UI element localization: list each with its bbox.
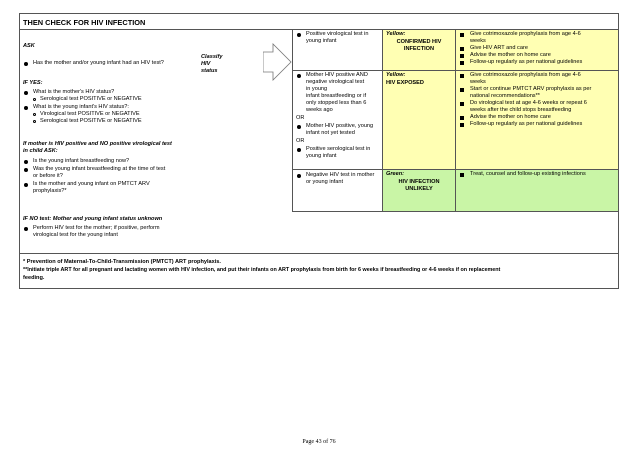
classify-label-status: status — [201, 68, 218, 74]
classify-label: Classify — [201, 54, 223, 60]
circle-bullet-icon — [33, 120, 36, 123]
row1-treatment: Follow-up regularly as per national guidelines — [470, 59, 583, 65]
if-positive-label-cont: in child ASK: — [23, 148, 58, 154]
if-positive-q3: Is the mother and young infant on PMTCT ARV — [33, 181, 150, 187]
row1-treatment: Give HIV ART and care — [470, 45, 528, 51]
row3-sign: Negative HIV test in mother — [306, 172, 375, 178]
footnote-art-cont: feeding. — [23, 275, 45, 281]
if-yes-q2: What is the young infant's HIV status?: — [33, 104, 129, 110]
section-title: THEN CHECK FOR HIV INFECTION — [23, 18, 146, 27]
row2-sign-cont: negative virological test — [306, 79, 365, 85]
row2-treatment-cont: national recommendations** — [470, 93, 540, 99]
bullet-icon — [297, 174, 301, 178]
bullet-icon — [24, 160, 28, 164]
bullet-icon — [24, 168, 28, 172]
row2-sign-b: Mother HIV positive, young — [306, 123, 374, 129]
row2-or: OR — [296, 138, 305, 144]
row2-sign-c: Positive serological test in — [306, 146, 371, 152]
row2-classification: HIV EXPOSED — [386, 80, 424, 86]
bullet-icon — [297, 74, 301, 78]
bullet-icon — [297, 33, 301, 37]
bullet-icon — [24, 183, 28, 187]
row2-sign-c-cont: young infant — [306, 153, 337, 159]
row2-treatment: Start or continue PMTCT ARV prophylaxis as per — [470, 86, 592, 92]
row3-treatment-cell — [456, 170, 618, 211]
row3-classification: HIV INFECTION — [398, 179, 440, 185]
ask-question: Has the mother and/or young infant had an HIV test? — [33, 60, 164, 66]
if-no-action: Perform HIV test for the mother; if positive, perform — [33, 225, 160, 231]
if-positive-q2: Was the young infant breastfeeding at the time of test — [33, 166, 166, 172]
row2-treatment-cont: weeks after the child stops breastfeeding — [470, 107, 572, 113]
hiv-chart-table — [19, 13, 619, 289]
row1-classification-cont: INFECTION — [403, 46, 435, 52]
row1-sign-cont: young infant — [306, 38, 337, 44]
row1-classification: CONFIRMED HIV — [396, 39, 442, 45]
square-bullet-icon — [460, 123, 464, 127]
classify-label-hiv: HIV — [201, 61, 211, 67]
row2-sign: Mother HIV positive AND — [306, 72, 368, 78]
bullet-icon — [297, 125, 301, 129]
if-yes-q2-option: Virological test POSITIVE or NEGATIVE — [40, 111, 140, 117]
row1-treatment-cont: weeks — [470, 38, 486, 44]
row2-treatment-cont: weeks — [470, 79, 486, 85]
row1-color-label: Yellow: — [386, 31, 406, 37]
bullet-icon — [297, 148, 301, 152]
row3-sign-cont: or young infant — [306, 179, 344, 185]
square-bullet-icon — [460, 47, 464, 51]
footnote-art: **Initiate triple ART for all pregnant and lactating women with HIV infection, and put their infants on ART prophylaxis from birth for 6 weeks if breastfeeding or 4-6 weeks if on replacement — [23, 267, 501, 273]
if-no-action-cont: virological test for the young infant — [33, 232, 118, 238]
row3-treatment: Treat, counsel and follow-up existing infections — [470, 171, 586, 177]
row3-classification-cell — [383, 170, 455, 211]
bullet-icon — [24, 91, 28, 95]
row2-sign-cont: only stopped less than 6 — [306, 100, 367, 106]
if-positive-q3-cont: prophylaxis?* — [33, 188, 67, 194]
square-bullet-icon — [460, 74, 464, 78]
if-positive-q2-cont: or before it? — [33, 173, 63, 179]
row2-treatment: Follow-up regularly as per national guidelines — [470, 121, 583, 127]
ask-label: ASK — [23, 43, 35, 49]
footnote-pmtct: * Prevention of Maternal-To-Child-Transmission (PMTCT) ART prophylaxis. — [23, 259, 221, 265]
square-bullet-icon — [460, 33, 464, 37]
row-divider-3 — [292, 211, 618, 212]
row2-sign-cont: in young — [306, 86, 328, 92]
row2-color-label: Yellow: — [386, 72, 406, 78]
if-yes-label: IF YES: — [23, 80, 43, 86]
if-positive-q1: Is the young infant breastfeeding now? — [33, 158, 130, 164]
square-bullet-icon — [460, 102, 464, 106]
notes-divider — [20, 253, 618, 254]
row2-treatment: Give cotrimoxazole prophylaxis from age 4-6 — [470, 72, 581, 78]
bullet-icon — [24, 227, 28, 231]
row1-treatment-cell — [456, 30, 618, 70]
row3-classification-cont: UNLIKELY — [405, 186, 433, 192]
row2-sign-cont: infant breastfeeding or if — [306, 93, 367, 99]
square-bullet-icon — [460, 88, 464, 92]
classify-arrow-icon — [263, 38, 293, 86]
if-yes-q1: What is the mother's HIV status? — [33, 89, 115, 95]
square-bullet-icon — [460, 61, 464, 65]
circle-bullet-icon — [33, 98, 36, 101]
row2-classification-cell — [383, 71, 455, 169]
if-positive-label: If mother is HIV positive and NO positive virological test — [23, 141, 172, 147]
row1-treatment: Advise the mother on home care — [470, 52, 551, 58]
circle-bullet-icon — [33, 113, 36, 116]
square-bullet-icon — [460, 54, 464, 58]
square-bullet-icon — [460, 116, 464, 120]
if-yes-q2-option: Serological test POSITIVE or NEGATIVE — [40, 118, 142, 124]
square-bullet-icon — [460, 173, 464, 177]
bullet-icon — [24, 62, 28, 66]
row2-sign-cont: weeks ago — [306, 107, 333, 113]
row2-treatment: Do virological test at age 4-6 weeks or repeat 6 — [470, 100, 587, 106]
if-no-label: IF NO test: Mother and young infant status unknown — [23, 216, 163, 222]
row2-or: OR — [296, 115, 305, 121]
row2-sign-b-cont: infant not yet tested — [306, 130, 355, 136]
row1-classification-cell — [383, 30, 455, 70]
row2-treatment: Advise the mother on home care — [470, 114, 551, 120]
page-number: Page 43 of 76 — [302, 439, 336, 445]
bullet-icon — [24, 106, 28, 110]
row2-treatment-cell — [456, 71, 618, 169]
if-yes-q1-option: Serological test POSITIVE or NEGATIVE — [40, 96, 142, 102]
row1-sign: Positive virological test in — [306, 31, 369, 37]
row3-color-label: Green: — [386, 171, 405, 177]
row1-treatment: Give cotrimoxazole prophylaxis from age 4-6 — [470, 31, 581, 37]
